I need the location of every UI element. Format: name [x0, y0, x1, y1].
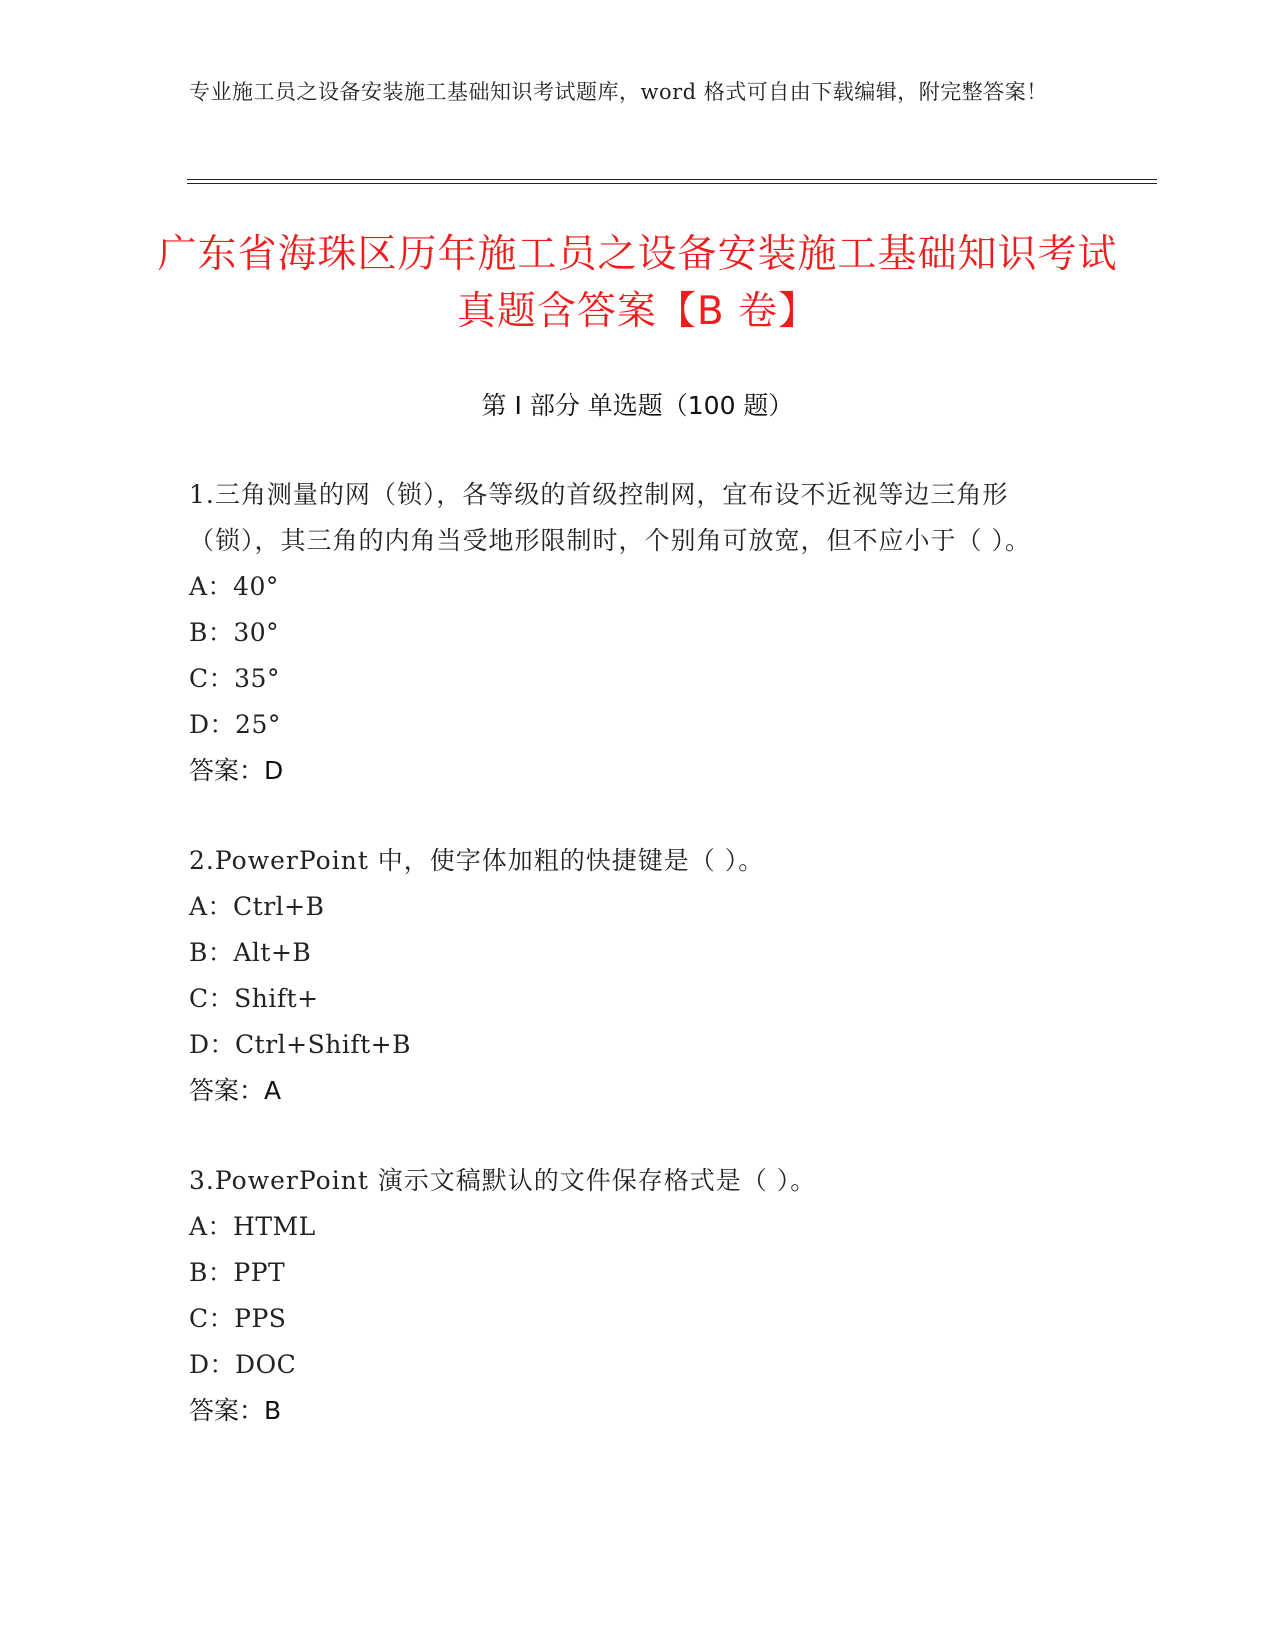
question-2 [189, 838, 1069, 1114]
option-b: B：PPT [189, 1258, 286, 1287]
header-divider-thin [187, 183, 1157, 184]
answer: 答案：B [189, 1396, 282, 1425]
answer: 答案：A [189, 1076, 282, 1105]
option-b: B：30° [189, 618, 280, 647]
header-divider-thick [187, 179, 1157, 180]
question-1 [189, 472, 1069, 794]
option-d: D：Ctrl+Shift+B [189, 1030, 411, 1059]
question-stem: 1.三角测量的网（锁），各等级的首级控制网，宜布设不近视等边三角形（锁），其三角的内角当受地形限制时，个别角可放宽，但不应小于（ ）。 [189, 480, 1031, 555]
question-list [189, 472, 1069, 1478]
question-stem: 2.PowerPoint 中，使字体加粗的快捷键是（ ）。 [189, 846, 765, 875]
document-title: 广东省海珠区历年施工员之设备安装施工基础知识考试真题含答案【B 卷】 [157, 232, 1118, 334]
option-d: D：25° [189, 710, 281, 739]
option-a: A：Ctrl+B [189, 892, 325, 921]
option-c: C：Shift+ [189, 984, 319, 1013]
option-c: C：35° [189, 664, 280, 693]
option-c: C：PPS [189, 1304, 287, 1333]
answer: 答案：D [189, 756, 284, 785]
question-stem: 3.PowerPoint 演示文稿默认的文件保存格式是（ ）。 [189, 1166, 817, 1195]
option-b: B：Alt+B [189, 938, 312, 967]
option-a: A：HTML [189, 1212, 316, 1241]
question-3 [189, 1158, 1069, 1434]
section-heading: 第 I 部分 单选题（100 题） [481, 391, 794, 420]
option-a: A：40° [189, 572, 279, 601]
header-note: 专业施工员之设备安装施工基础知识考试题库，word 格式可自由下载编辑，附完整答案！ [189, 80, 1048, 104]
option-d: D：DOC [189, 1350, 297, 1379]
